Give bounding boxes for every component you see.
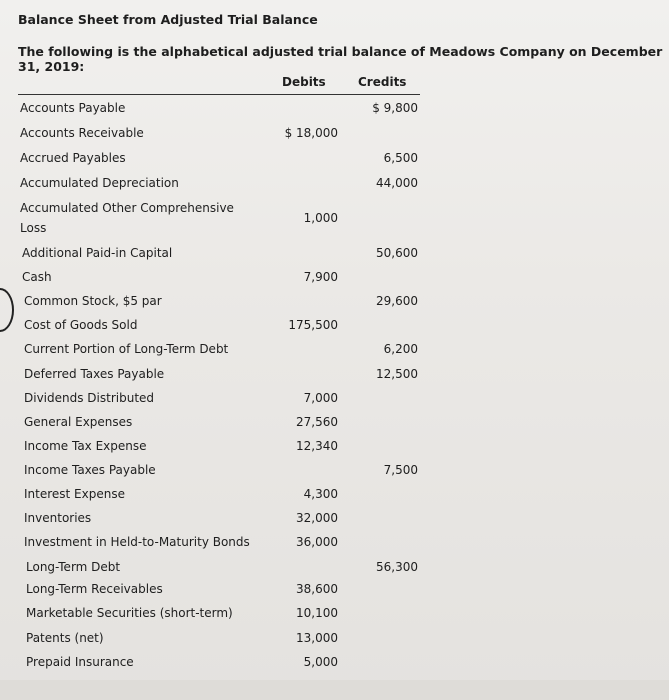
credit-amount: 29,600 [376, 294, 418, 308]
account-label: Long-Term Debt [26, 560, 121, 574]
account-label: Current Portion of Long-Term Debt [24, 342, 229, 356]
debit-amount: 27,560 [296, 415, 338, 429]
debit-amount: 7,000 [303, 391, 338, 405]
account-label: Investment in Held-to-Maturity Bonds [24, 535, 250, 549]
account-label: Income Taxes Payable [24, 463, 156, 477]
account-label-continued: Loss [20, 221, 47, 235]
debit-amount: 7,900 [303, 270, 338, 284]
account-label: General Expenses [24, 415, 133, 429]
debit-amount: 12,340 [296, 439, 338, 453]
debit-amount: 36,000 [296, 535, 338, 549]
credit-amount: 44,000 [376, 176, 418, 190]
credit-amount: $ 9,800 [372, 101, 418, 115]
debit-amount: 175,500 [288, 318, 338, 332]
account-label: Interest Expense [24, 487, 125, 501]
account-label: Accumulated Other Comprehensive [20, 201, 234, 215]
margin-bracket-mark [0, 288, 14, 332]
account-label: Deferred Taxes Payable [24, 367, 165, 381]
intro-text: The following is the alphabetical adjusted trial balance of Meadows Company on December 31, 2019: [18, 44, 663, 74]
account-label: Accounts Payable [20, 101, 126, 115]
debit-amount: 10,100 [296, 606, 338, 620]
account-label: Cost of Goods Sold [24, 318, 138, 332]
page-title: Balance Sheet from Adjusted Trial Balance [18, 12, 318, 27]
debit-amount: 38,600 [296, 582, 338, 596]
account-label: Prepaid Insurance [26, 655, 134, 669]
account-label: Accrued Payables [20, 151, 126, 165]
credit-amount: 50,600 [376, 246, 418, 260]
account-label: Accumulated Depreciation [20, 176, 179, 190]
debit-amount: 5,000 [303, 655, 338, 669]
account-label: Marketable Securities (short-term) [26, 606, 233, 620]
bottom-edge [0, 680, 669, 700]
account-label: Common Stock, $5 par [24, 294, 162, 308]
debit-amount: 1,000 [303, 211, 338, 225]
account-label: Patents (net) [26, 631, 104, 645]
account-label: Inventories [24, 511, 92, 525]
debit-amount: 4,300 [303, 487, 338, 501]
header-rule [18, 94, 420, 95]
credit-amount: 6,200 [383, 342, 418, 356]
account-label: Additional Paid-in Capital [22, 246, 173, 260]
debits-header: Debits [282, 75, 326, 89]
debit-amount: 13,000 [296, 631, 338, 645]
debit-amount: $ 18,000 [284, 126, 338, 140]
account-label: Cash [22, 270, 52, 284]
credit-amount: 6,500 [383, 151, 418, 165]
account-label: Dividends Distributed [24, 391, 155, 405]
account-label: Income Tax Expense [24, 439, 147, 453]
credit-amount: 12,500 [376, 367, 418, 381]
debit-amount: 32,000 [296, 511, 338, 525]
credit-amount: 7,500 [383, 463, 418, 477]
account-label: Accounts Receivable [20, 126, 144, 140]
account-label: Long-Term Receivables [26, 582, 163, 596]
credit-amount: 56,300 [376, 560, 418, 574]
credits-header: Credits [358, 75, 407, 89]
